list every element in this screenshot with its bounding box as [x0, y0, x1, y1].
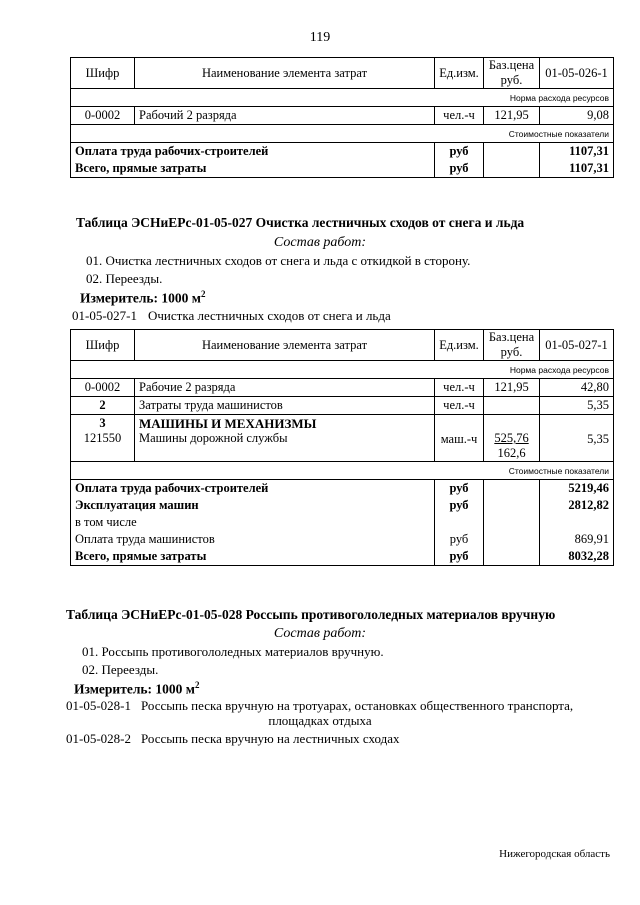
table-row: Всего, прямые затраты руб 1107,31: [71, 160, 614, 178]
machine-price: 525,76: [494, 431, 529, 445]
table-row: Оплата труда рабочих-строителей руб 5219,46: [71, 480, 614, 498]
item-text: Очистка лестничных сходов от снега и льда: [148, 308, 391, 323]
machine-code: 121550: [83, 431, 122, 445]
work-item: 02. Переезды.: [86, 271, 163, 286]
section-title-028: Таблица ЭСНиЕРс-01-05-028 Россыпь противогололедных материалов вручную: [66, 607, 556, 622]
work-item: 01. Россыпь противогололедных материалов вручную.: [82, 644, 384, 659]
meter: Измеритель: 1000 $м^2$: [74, 680, 200, 697]
section-title-027: Таблица ЭСНиЕРс-01-05-027 Очистка лестничных сходов от снега и льда: [76, 215, 525, 230]
table-row: Всего, прямые затраты руб 8032,28: [71, 548, 614, 566]
item-text-continued: площадках отдыха: [268, 713, 372, 728]
machine-price-secondary: 162,6: [497, 446, 526, 460]
resource-table-026: [70, 57, 614, 178]
footer-region: Нижегородская область: [499, 848, 610, 860]
resource-table-027: [70, 329, 614, 566]
machine-name: Машины дорожной службы: [139, 431, 288, 445]
item-text: Россыпь песка вручную на тротуарах, остановках общественного транспорта,: [141, 698, 574, 713]
section-norm: Норма расхода ресурсов: [71, 89, 614, 107]
item-code: 01-05-028-2: [66, 731, 131, 746]
work-item: 01. Очистка лестничных сходов от снега и льда с откидкой в сторону.: [86, 253, 471, 268]
work-item: 02. Переезды.: [82, 662, 159, 677]
section-norm: Норма расхода ресурсов: [71, 361, 614, 379]
table-row: 2 Затраты труда машинистов чел.-ч 5,35: [71, 397, 614, 415]
header-ref: 01-05-027-1: [540, 330, 614, 361]
header-name: Наименование элемента затрат: [135, 58, 435, 89]
header-code: Шифр: [71, 330, 135, 361]
machines-row: 3 121550 МАШИНЫ И МЕХАНИЗМЫ Машины дорожной службы маш.-ч 525,76 162,6 5,35: [71, 415, 614, 462]
table-row: 0-0002 Рабочие 2 разряда чел.-ч 121,95 42,80: [71, 379, 614, 397]
header-name: Наименование элемента затрат: [135, 330, 435, 361]
works-subtitle: Состав работ:: [273, 235, 367, 250]
section-cost: Стоимостные показатели: [71, 462, 614, 480]
table-row: Эксплуатация машин руб 2812,82: [71, 497, 614, 514]
machines-title: МАШИНЫ И МЕХАНИЗМЫ: [139, 416, 317, 431]
page-number: 119: [309, 30, 331, 45]
header-price: Баз.цена руб.: [484, 58, 540, 89]
header-unit: Ед.изм.: [435, 330, 484, 361]
item-code: 01-05-028-1: [66, 698, 131, 713]
works-subtitle: Состав работ:: [273, 626, 367, 641]
table-row: в том числе: [71, 514, 614, 531]
machines-code: 3: [99, 416, 106, 430]
header-unit: Ед.изм.: [435, 58, 484, 89]
meter: Измеритель: 1000 $м^2$: [80, 289, 206, 306]
table-row: 0-0002 Рабочий 2 разряда чел.-ч 121,95 9,08: [71, 107, 614, 125]
item-code: 01-05-027-1: [72, 308, 137, 323]
header-code: Шифр: [71, 58, 135, 89]
table-row: Оплата труда машинистов руб 869,91: [71, 531, 614, 548]
header-ref: 01-05-026-1: [540, 58, 614, 89]
item-text: Россыпь песка вручную на лестничных сходах: [141, 731, 400, 746]
section-cost: Стоимостные показатели: [71, 125, 614, 143]
header-price: Баз.цена руб.: [484, 330, 540, 361]
table-row: Оплата труда рабочих-строителей руб 1107,31: [71, 143, 614, 161]
